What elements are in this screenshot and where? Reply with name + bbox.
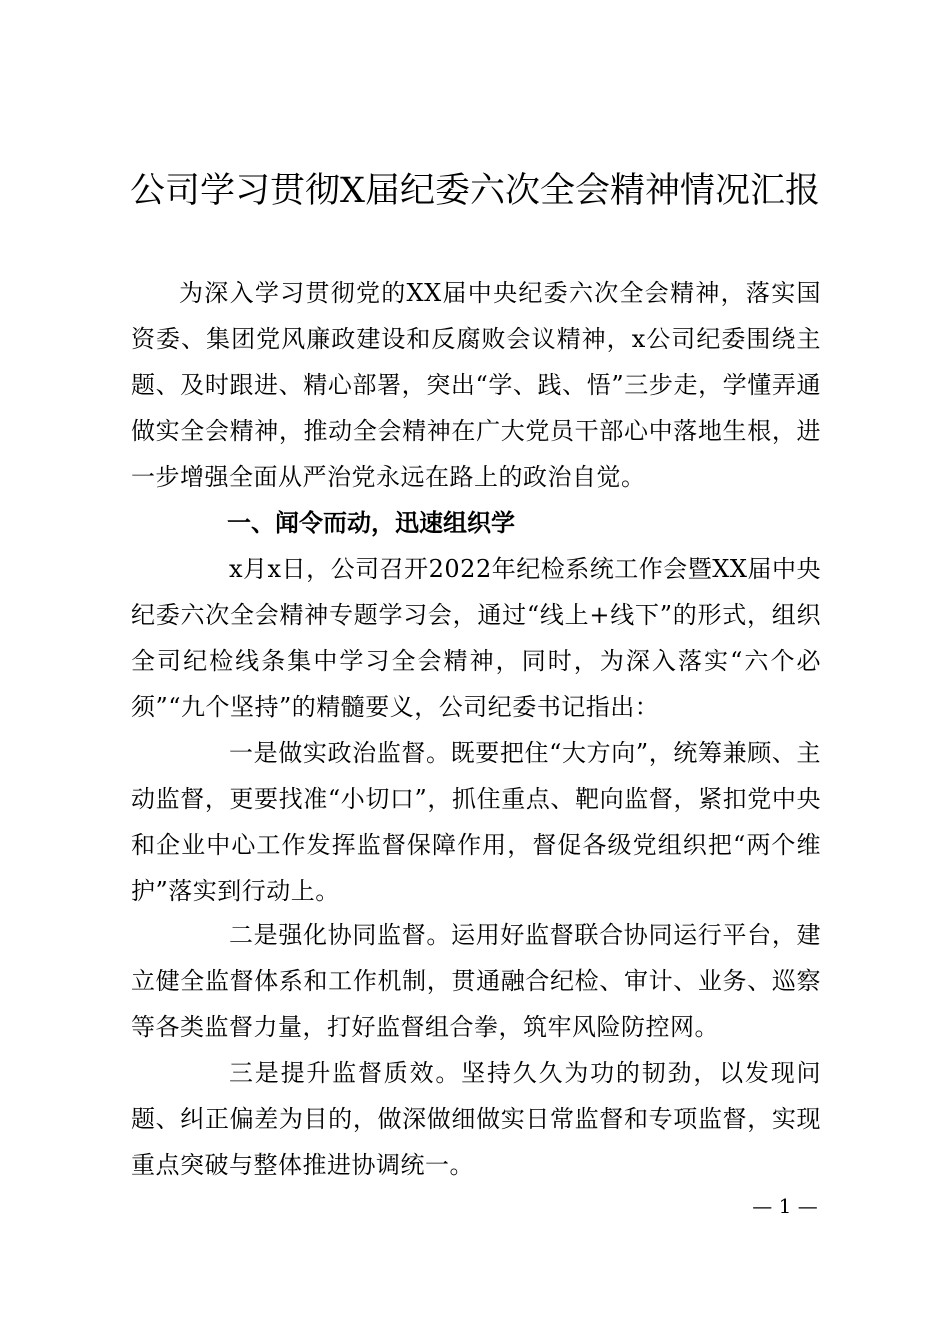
point-1-paragraph: 一是做实政治监督。既要把住“大方向”，统筹兼顾、主动监督，更要找准“小切口”，抓住重点、靶向监督，紧扣党中央和企业中心工作发挥监督保障作用，督促各级党组织把“两个维护”落实到行动上。 [131, 739, 821, 905]
document-title: 公司学习贯彻X届纪委六次全会精神情况汇报 [130, 171, 820, 211]
point-2-paragraph: 二是强化协同监督。运用好监督联合协同运行平台，建立健全监督体系和工作机制，贯通融合纪检、审计、业务、巡察等各类监督力量，打好监督组合拳，筑牢风险防控网。 [131, 921, 821, 1041]
page-number: — 1 — [752, 1194, 818, 1218]
intro-paragraph: 为深入学习贯彻党的XX届中央纪委六次全会精神，落实国资委、集团党风廉政建设和反腐败会议精神，x公司纪委围绕主题、及时跟进、精心部署，突出“学、践、悟”三步走，学懂弄通做实全会精神，推动全会精神在广大党员干部心中落地生根，进一步增强全面从严治党永远在路上的政治自觉。 [131, 279, 821, 491]
section-1-heading: 一、闻令而动，迅速组织学 [227, 509, 515, 537]
section-1-paragraph: x月x日，公司召开2022年纪检系统工作会暨XX届中央纪委六次全会精神专题学习会，通过“线上+线下”的形式，组织全司纪检线条集中学习全会精神，同时，为深入落实“六个必须”“九个坚持”的精髓要义，公司纪委书记指出： [131, 555, 821, 721]
point-3-paragraph: 三是提升监督质效。坚持久久为功的韧劲，以发现问题、纠正偏差为目的，做深做细做实日常监督和专项监督，实现重点突破与整体推进协调统一。 [131, 1059, 821, 1179]
